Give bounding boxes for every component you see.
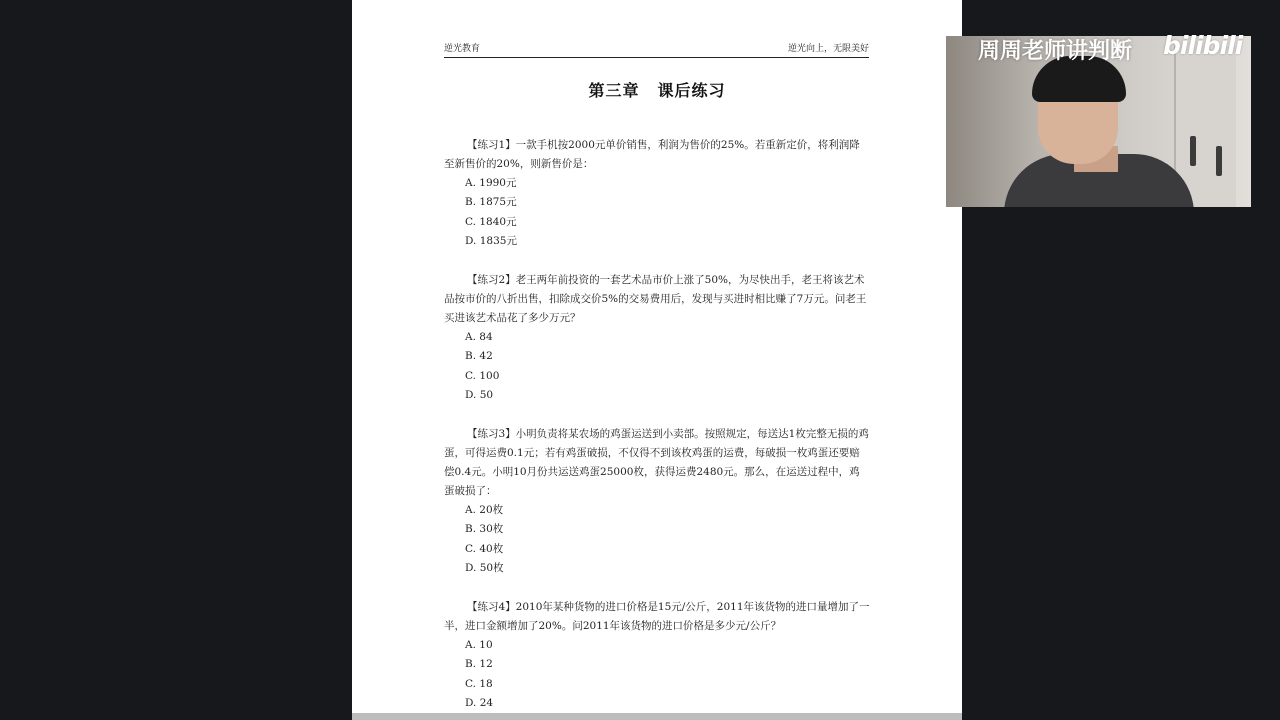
question-1 — [444, 136, 870, 251]
door-handle-icon — [1216, 146, 1222, 176]
question-3 — [444, 425, 870, 578]
chapter-number: 第三章 — [588, 81, 640, 100]
channel-title: 周周老师讲判断 — [978, 39, 1133, 64]
option-b: B. 42 — [465, 350, 493, 363]
option-d: D. 24 — [465, 696, 494, 709]
option-a: A. 10 — [465, 639, 493, 651]
option-b: B. 30枚 — [465, 523, 504, 536]
page-scroll-edge — [352, 713, 962, 720]
option-c: C. 1840元 — [465, 215, 517, 228]
option-a: A. 1990元 — [465, 177, 517, 189]
option-b: B. 12 — [465, 658, 493, 671]
bilibili-logo: bilibili — [1163, 31, 1243, 60]
question-4 — [444, 598, 870, 713]
option-c: C. 18 — [465, 677, 493, 690]
question-stem: 【练习2】老王两年前投资的一套艺术品市价上涨了50%，为尽快出手，老王将该艺术品按市价的八折出售，扣除成交价5%的交易费用后，发现与买进时相比赚了7万元。问老王买进该艺术品花了多少万元？ — [444, 274, 867, 324]
option-d: D. 50 — [465, 388, 494, 401]
option-c: C. 40枚 — [465, 542, 504, 555]
question-stem: 【练习4】2010年某种货物的进口价格是15元/公斤，2011年该货物的进口量增加了一半，进口金额增加了20%。问2011年该货物的进口价格是多少元/公斤？ — [444, 601, 870, 632]
document-page — [352, 0, 962, 715]
option-a: A. 84 — [465, 331, 493, 343]
question-stem: 【练习1】一款手机按2000元单价销售，利润为售价的25%。若重新定价，将利润降至新售价的20%，则新售价是： — [444, 139, 860, 170]
question-2 — [444, 271, 870, 405]
option-d: D. 1835元 — [465, 234, 517, 247]
header-left-text: 逆光教育 — [444, 44, 481, 54]
chapter-title — [352, 78, 962, 101]
chapter-subtitle: 课后练习 — [657, 81, 726, 100]
option-b: B. 1875元 — [465, 196, 517, 209]
option-a: A. 20枚 — [465, 504, 504, 516]
option-c: C. 100 — [465, 369, 500, 382]
door-handle-icon — [1190, 136, 1196, 166]
option-d: D. 50枚 — [465, 561, 504, 574]
page-header — [444, 43, 869, 58]
question-stem: 【练习3】小明负责将某农场的鸡蛋运送到小卖部。按照规定，每送达1枚完整无损的鸡蛋，可得运费0.1元；若有鸡蛋破损，不仅得不到该枚鸡蛋的运费，每破损一枚鸡蛋还要赔偿0.4元。小明10月份共运送鸡蛋25000枚，获得运费2480元。那么，在运送过程中，鸡蛋破损了： — [444, 428, 869, 497]
header-right-text: 逆光向上，无限美好 — [787, 44, 869, 54]
